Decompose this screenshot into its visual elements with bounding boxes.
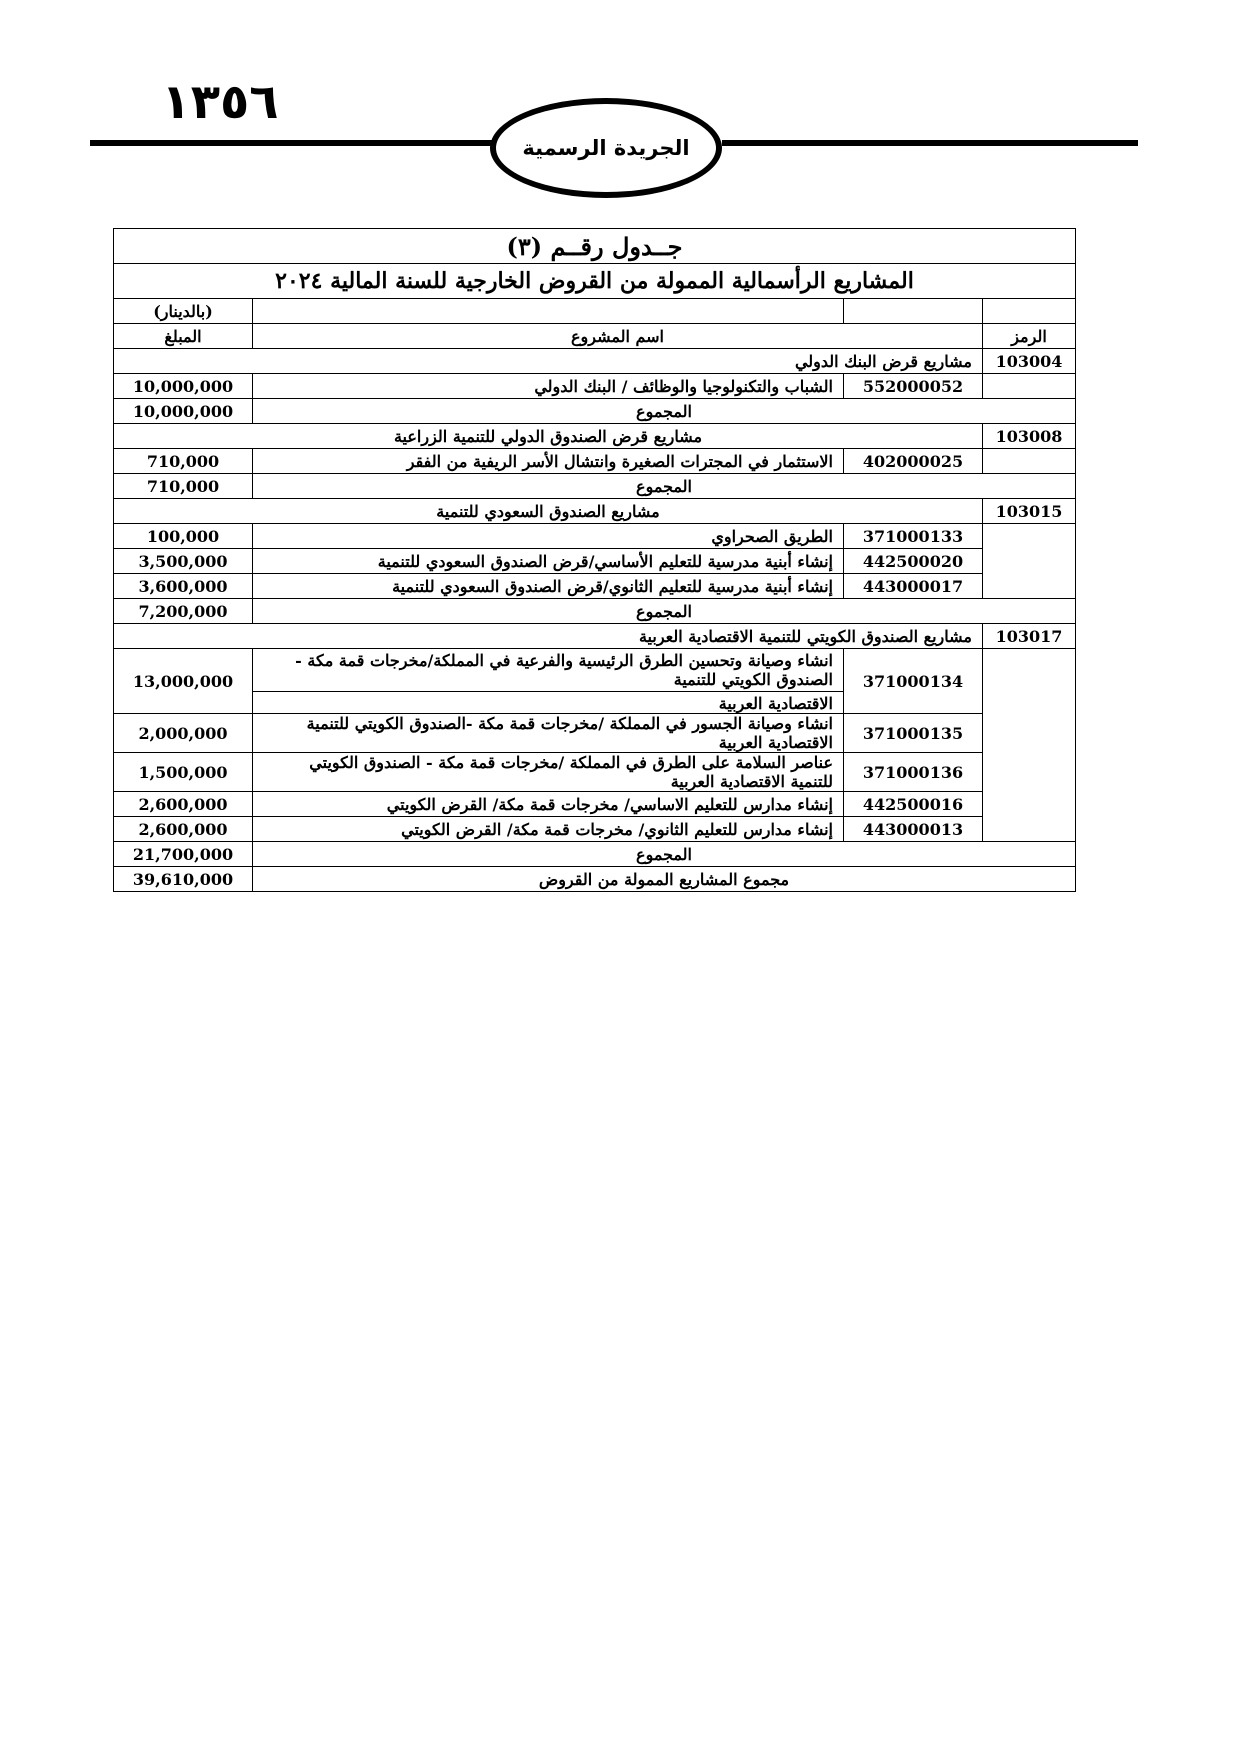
project-code: 371000134 [844,649,983,714]
group-total-row [114,474,1076,499]
project-name [253,649,844,714]
project-name: الطريق الصحراوي [253,524,844,549]
project-code: 442500016 [844,792,983,817]
project-row [114,792,1076,817]
group-name: مشاريع الصندوق الكويتي للتنمية الاقتصادية العربية [114,624,983,649]
group-row [114,424,1076,449]
project-code: 371000135 [844,714,983,753]
gazette-title: الجريدة الرسمية [522,136,690,160]
table-title: جــدول رقــم (٣) [114,229,1076,264]
grand-total: 39,610,000 [114,867,253,892]
project-name: الشباب والتكنولوجيا والوظائف / البنك الدولي [253,374,844,399]
group-row [114,624,1076,649]
group-code: 103004 [983,349,1076,374]
col-header-code: الرمز [983,324,1076,349]
table-subtitle: المشاريع الرأسمالية الممولة من القروض الخارجية للسنة المالية ٢٠٢٤ [114,264,1076,299]
project-amount: 10,000,000 [114,374,253,399]
page-number: ١٣٥٦ [161,74,279,130]
group-total-row [114,842,1076,867]
project-code: 443000013 [844,817,983,842]
group-name: مشاريع قرض الصندوق الدولي للتنمية الزراعية [114,424,983,449]
header-rule-left [90,140,494,146]
empty-code-cell [983,374,1076,399]
total-label: المجموع [253,599,1076,624]
project-row [114,574,1076,599]
project-name-part: الاقتصادية العربية [718,694,833,713]
unit-row [114,299,1076,324]
group-code: 103015 [983,499,1076,524]
project-amount: 3,600,000 [114,574,253,599]
project-row [114,649,1076,714]
project-code: 371000133 [844,524,983,549]
blank-cell [983,299,1076,324]
group-name: مشاريع الصندوق السعودي للتنمية [114,499,983,524]
project-amount: 2,000,000 [114,714,253,753]
group-row [114,349,1076,374]
total-label: المجموع [253,474,1076,499]
table-title-row [114,229,1076,264]
project-amount: 100,000 [114,524,253,549]
project-name: إنشاء أبنية مدرسية للتعليم الأساسي/قرض الصندوق السعودي للتنمية [253,549,844,574]
project-code: 402000025 [844,449,983,474]
col-header-amount: المبلغ [114,324,253,349]
group-total: 7,200,000 [114,599,253,624]
project-row [114,449,1076,474]
project-code: 442500020 [844,549,983,574]
group-total: 21,700,000 [114,842,253,867]
project-row [114,374,1076,399]
project-name: إنشاء أبنية مدرسية للتعليم الثانوي/قرض الصندوق السعودي للتنمية [253,574,844,599]
project-amount: 2,600,000 [114,817,253,842]
header-rule-right [722,140,1138,146]
col-header-project: اسم المشروع [253,324,983,349]
group-total: 10,000,000 [114,399,253,424]
empty-code-cell [983,449,1076,474]
project-amount: 2,600,000 [114,792,253,817]
empty-code-cell [983,649,1076,842]
project-amount: 13,000,000 [114,649,253,714]
group-name: مشاريع قرض البنك الدولي [114,349,983,374]
project-row [114,524,1076,549]
project-row [114,817,1076,842]
project-code: 371000136 [844,753,983,792]
blank-cell [844,299,983,324]
project-row [114,549,1076,574]
project-name: إنشاء مدارس للتعليم الثانوي/ مخرجات قمة مكة/ القرض الكويتي [253,817,844,842]
header-row [114,324,1076,349]
projects-table [113,228,1076,892]
project-row [114,714,1076,753]
group-total-row [114,399,1076,424]
project-name: الاستثمار في المجترات الصغيرة وانتشال الأسر الريفية من الفقر [253,449,844,474]
project-amount: 3,500,000 [114,549,253,574]
project-name: عناصر السلامة على الطرق في المملكة /مخرجات قمة مكة - الصندوق الكويتي للتنمية الاقتصادية العربية [253,753,844,792]
table-subtitle-row [114,264,1076,299]
group-row [114,499,1076,524]
group-total-row [114,599,1076,624]
empty-code-cell [983,524,1076,599]
project-code: 552000052 [844,374,983,399]
project-amount: 1,500,000 [114,753,253,792]
project-name: انشاء وصيانة الجسور في المملكة /مخرجات قمة مكة -الصندوق الكويتي للتنمية الاقتصادية العربية [253,714,844,753]
grand-total-label: مجموع المشاريع الممولة من القروض [253,867,1076,892]
total-label: المجموع [253,842,1076,867]
group-code: 103017 [983,624,1076,649]
project-name-part: انشاء وصيانة وتحسين الطرق الرئيسية والفرعية في المملكة/مخرجات قمة مكة - الصندوق الكويتي للتنمية [253,649,843,692]
project-code: 443000017 [844,574,983,599]
group-code: 103008 [983,424,1076,449]
unit-label: (بالدينار) [114,299,253,324]
group-total: 710,000 [114,474,253,499]
blank-cell [253,299,844,324]
project-name: إنشاء مدارس للتعليم الاساسي/ مخرجات قمة مكة/ القرض الكويتي [253,792,844,817]
project-row [114,753,1076,792]
project-amount: 710,000 [114,449,253,474]
total-label: المجموع [253,399,1076,424]
grand-total-row [114,867,1076,892]
